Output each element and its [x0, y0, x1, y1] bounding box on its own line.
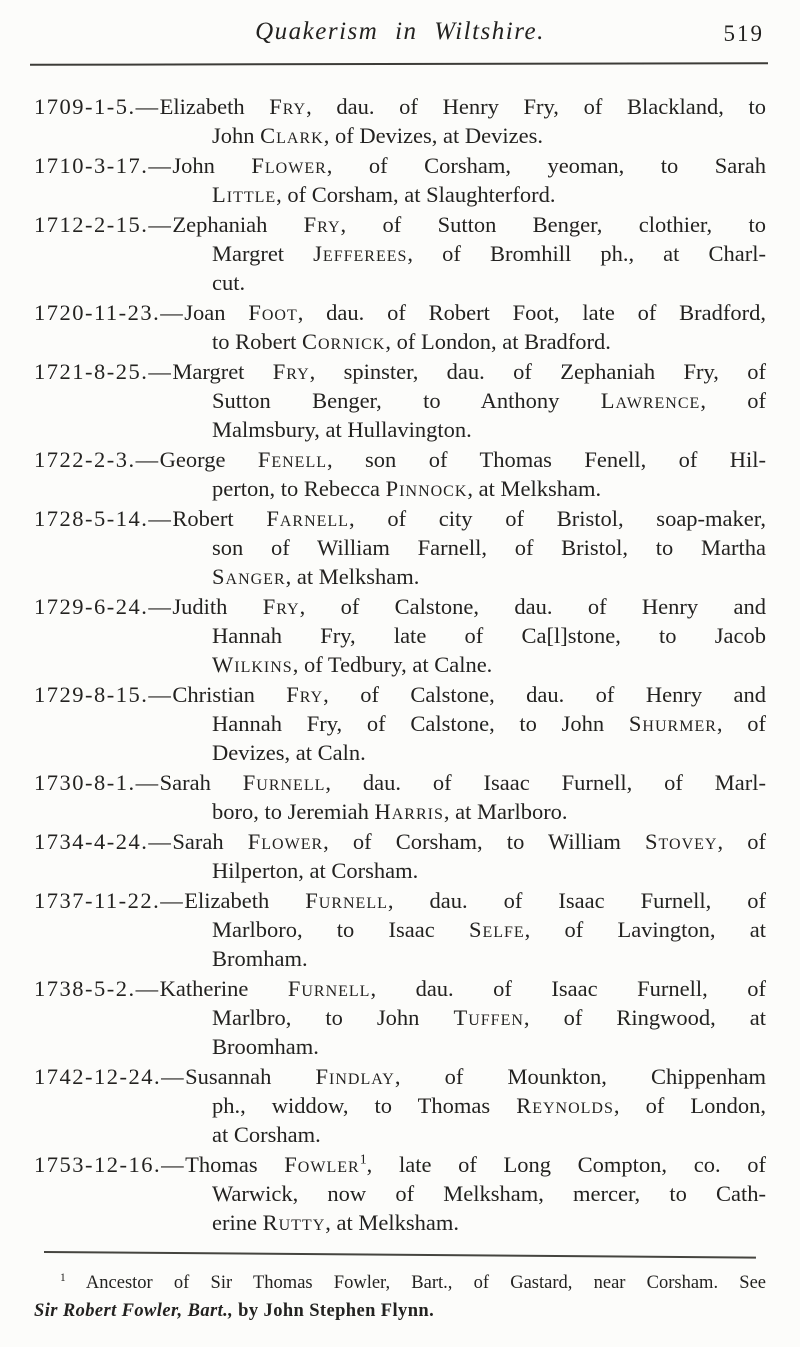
entry-line: cut. — [212, 270, 246, 295]
entry-line: 1730-8-1.—Sarah Furnell, dau. of Isaac Furnell, of Marl- — [34, 770, 766, 795]
entry-line: Little, of Corsham, at Slaughterford. — [212, 182, 556, 207]
entry-line: Hannah Fry, late of Ca[l]stone, to Jacob — [212, 623, 766, 648]
entry-date: 1728-5-14.— — [34, 506, 173, 531]
entry-line: ph., widdow, to Thomas Reynolds, of London, — [212, 1093, 766, 1118]
surname-smallcaps: Fry — [269, 94, 307, 119]
record-entry — [34, 827, 766, 885]
surname-smallcaps: Sanger — [212, 564, 286, 589]
surname-smallcaps: Harris — [374, 799, 444, 824]
surname-smallcaps: Selfe — [468, 917, 525, 942]
entry-line: 1737-11-22.—Elizabeth Furnell, dau. of Isaac Furnell, of — [34, 888, 766, 913]
surname-smallcaps: Shurmer — [628, 711, 717, 736]
record-entry — [34, 886, 766, 973]
entry-line: at Corsham. — [212, 1122, 321, 1147]
surname-smallcaps: Fowler — [284, 1152, 360, 1177]
entry-line: Margret Jefferees, of Bromhill ph., at Charl- — [212, 241, 767, 266]
surname-smallcaps: Furnell — [242, 770, 326, 795]
entry-date: 1712-2-15.— — [34, 212, 173, 237]
running-title: Quakerism in Wiltshire. — [255, 18, 545, 45]
record-entry — [34, 1150, 766, 1237]
surname-smallcaps: Reynolds — [516, 1093, 614, 1118]
entry-line: Devizes, at Caln. — [212, 740, 366, 765]
entry-date: 1737-11-22.— — [34, 888, 185, 913]
entry-line: 1722-2-3.—George Fenell, son of Thomas Fenell, of Hil- — [34, 447, 766, 472]
footnote-rule — [44, 1251, 756, 1259]
record-entry — [34, 592, 766, 679]
entry-line: Warwick, now of Melksham, mercer, to Cath- — [212, 1181, 766, 1206]
footnote-marker: 1 — [359, 1152, 367, 1168]
entry-line: 1742-12-24.—Susannah Findlay, of Mounkton, Chippenham — [34, 1064, 766, 1089]
entry-line: Hilperton, at Corsham. — [212, 858, 419, 883]
entry-line: Marlboro, to Isaac Selfe, of Lavington, at — [212, 917, 766, 942]
header-rule — [30, 62, 768, 66]
surname-smallcaps: Farnell — [266, 506, 349, 531]
entry-date: 1720-11-23.— — [34, 300, 185, 325]
surname-smallcaps: Flower — [247, 829, 324, 854]
surname-smallcaps: Fenell — [257, 447, 328, 472]
entry-line: boro, to Jeremiah Harris, at Marlboro. — [212, 799, 568, 824]
surname-smallcaps: Fry — [272, 359, 310, 384]
entry-line: 1709-1-5.—Elizabeth Fry, dau. of Henry Fry, of Blackland, to — [34, 94, 766, 119]
entry-date: 1734-4-24.— — [34, 829, 173, 854]
surname-smallcaps: Little — [212, 182, 277, 207]
entry-line: Sanger, at Melksham. — [212, 564, 420, 589]
record-entry — [34, 974, 766, 1061]
entry-line: 1710-3-17.—John Flower, of Corsham, yeoman, to Sarah — [34, 153, 766, 178]
entry-line: 1753-12-16.—Thomas Fowler$^1$, late of Long Compton, co. of — [34, 1152, 767, 1177]
entry-date: 1742-12-24.— — [34, 1064, 186, 1089]
surname-smallcaps: Furnell — [287, 976, 371, 1001]
surname-smallcaps: Flower — [251, 153, 327, 178]
surname-smallcaps: Jefferees — [313, 241, 408, 266]
entry-line: 1729-6-24.—Judith Fry, of Calstone, dau. of Henry and — [34, 594, 766, 619]
record-entry — [34, 151, 766, 209]
footnote-line: Sir Robert Fowler, Bart., by John Stephen Flynn. — [34, 1300, 435, 1321]
footnote-marker: 1 — [60, 1271, 66, 1284]
entry-date: 1709-1-5.— — [34, 94, 160, 119]
record-entry — [34, 445, 766, 503]
records-list — [34, 92, 766, 1237]
entry-line: 1728-5-14.—Robert Farnell, of city of Bristol, soap-maker, — [34, 506, 766, 531]
entry-date: 1730-8-1.— — [34, 770, 160, 795]
entry-line: Wilkins, of Tedbury, at Calne. — [212, 652, 493, 677]
footnote-line: $^1$ Ancestor of Sir Thomas Fowler, Bart., of Gastard, near Corsham. See — [60, 1271, 766, 1293]
record-entry — [34, 210, 766, 297]
record-entry — [34, 504, 766, 591]
entry-line: erine Rutty, at Melksham. — [212, 1210, 459, 1235]
entry-line: John Clark, of Devizes, at Devizes. — [212, 123, 543, 148]
surname-smallcaps: Cornick — [302, 329, 386, 354]
page-number: 519 — [723, 21, 764, 46]
surname-smallcaps: Lawrence — [600, 388, 701, 413]
entry-date: 1722-2-3.— — [34, 447, 160, 472]
surname-smallcaps: Foot — [248, 300, 298, 325]
entry-line: Bromham. — [212, 946, 308, 971]
surname-smallcaps: Wilkins — [212, 652, 293, 677]
entry-line: to Robert Cornick, of London, at Bradford. — [212, 329, 611, 354]
surname-smallcaps: Fry — [262, 594, 300, 619]
surname-smallcaps: Stovey — [645, 829, 718, 854]
surname-smallcaps: Clark — [260, 123, 324, 148]
surname-smallcaps: Furnell — [305, 888, 388, 913]
entry-date: 1729-8-15.— — [34, 682, 173, 707]
record-entry — [34, 680, 766, 767]
surname-smallcaps: Fry — [286, 682, 324, 707]
surname-smallcaps: Rutty — [262, 1210, 326, 1235]
surname-smallcaps: Pinnock — [385, 476, 468, 501]
surname-smallcaps: Findlay — [315, 1064, 395, 1089]
entry-line: son of William Farnell, of Bristol, to Martha — [212, 535, 766, 560]
entry-line: 1738-5-2.—Katherine Furnell, dau. of Isaac Furnell, of — [34, 976, 766, 1001]
entry-date: 1738-5-2.— — [34, 976, 160, 1001]
page-header — [34, 18, 766, 54]
entry-line: 1720-11-23.—Joan Foot, dau. of Robert Foot, late of Bradford, — [34, 300, 766, 325]
record-entry — [34, 1062, 766, 1149]
entry-line: 1712-2-15.—Zephaniah Fry, of Sutton Benger, clothier, to — [34, 212, 766, 237]
entry-date: 1753-12-16.— — [34, 1152, 186, 1177]
entry-date: 1710-3-17.— — [34, 153, 173, 178]
entry-line: Hannah Fry, of Calstone, to John Shurmer, of — [212, 711, 766, 736]
entry-line: Marlbro, to John Tuffen, of Ringwood, at — [212, 1005, 766, 1030]
entry-line: Broomham. — [212, 1034, 319, 1059]
entry-line: perton, to Rebecca Pinnock, at Melksham. — [212, 476, 602, 501]
italic-text: Sir Robert Fowler, Bart., — [34, 1300, 234, 1321]
entry-line: 1729-8-15.—Christian Fry, of Calstone, dau. of Henry and — [34, 682, 766, 707]
record-entry — [34, 768, 766, 826]
record-entry — [34, 298, 766, 356]
entry-line: Sutton Benger, to Anthony Lawrence, of — [212, 388, 766, 413]
entry-date: 1729-6-24.— — [34, 594, 173, 619]
footnote — [34, 1270, 766, 1325]
record-entry — [34, 357, 766, 444]
entry-date: 1721-8-25.— — [34, 359, 173, 384]
entry-line: 1734-4-24.—Sarah Flower, of Corsham, to William Stovey, of — [34, 829, 766, 854]
entry-line: Malmsbury, at Hullavington. — [212, 417, 472, 442]
record-entry — [34, 92, 766, 150]
surname-smallcaps: Tuffen — [453, 1005, 524, 1030]
surname-smallcaps: Fry — [303, 212, 341, 237]
entry-line: 1721-8-25.—Margret Fry, spinster, dau. of Zephaniah Fry, of — [34, 359, 766, 384]
